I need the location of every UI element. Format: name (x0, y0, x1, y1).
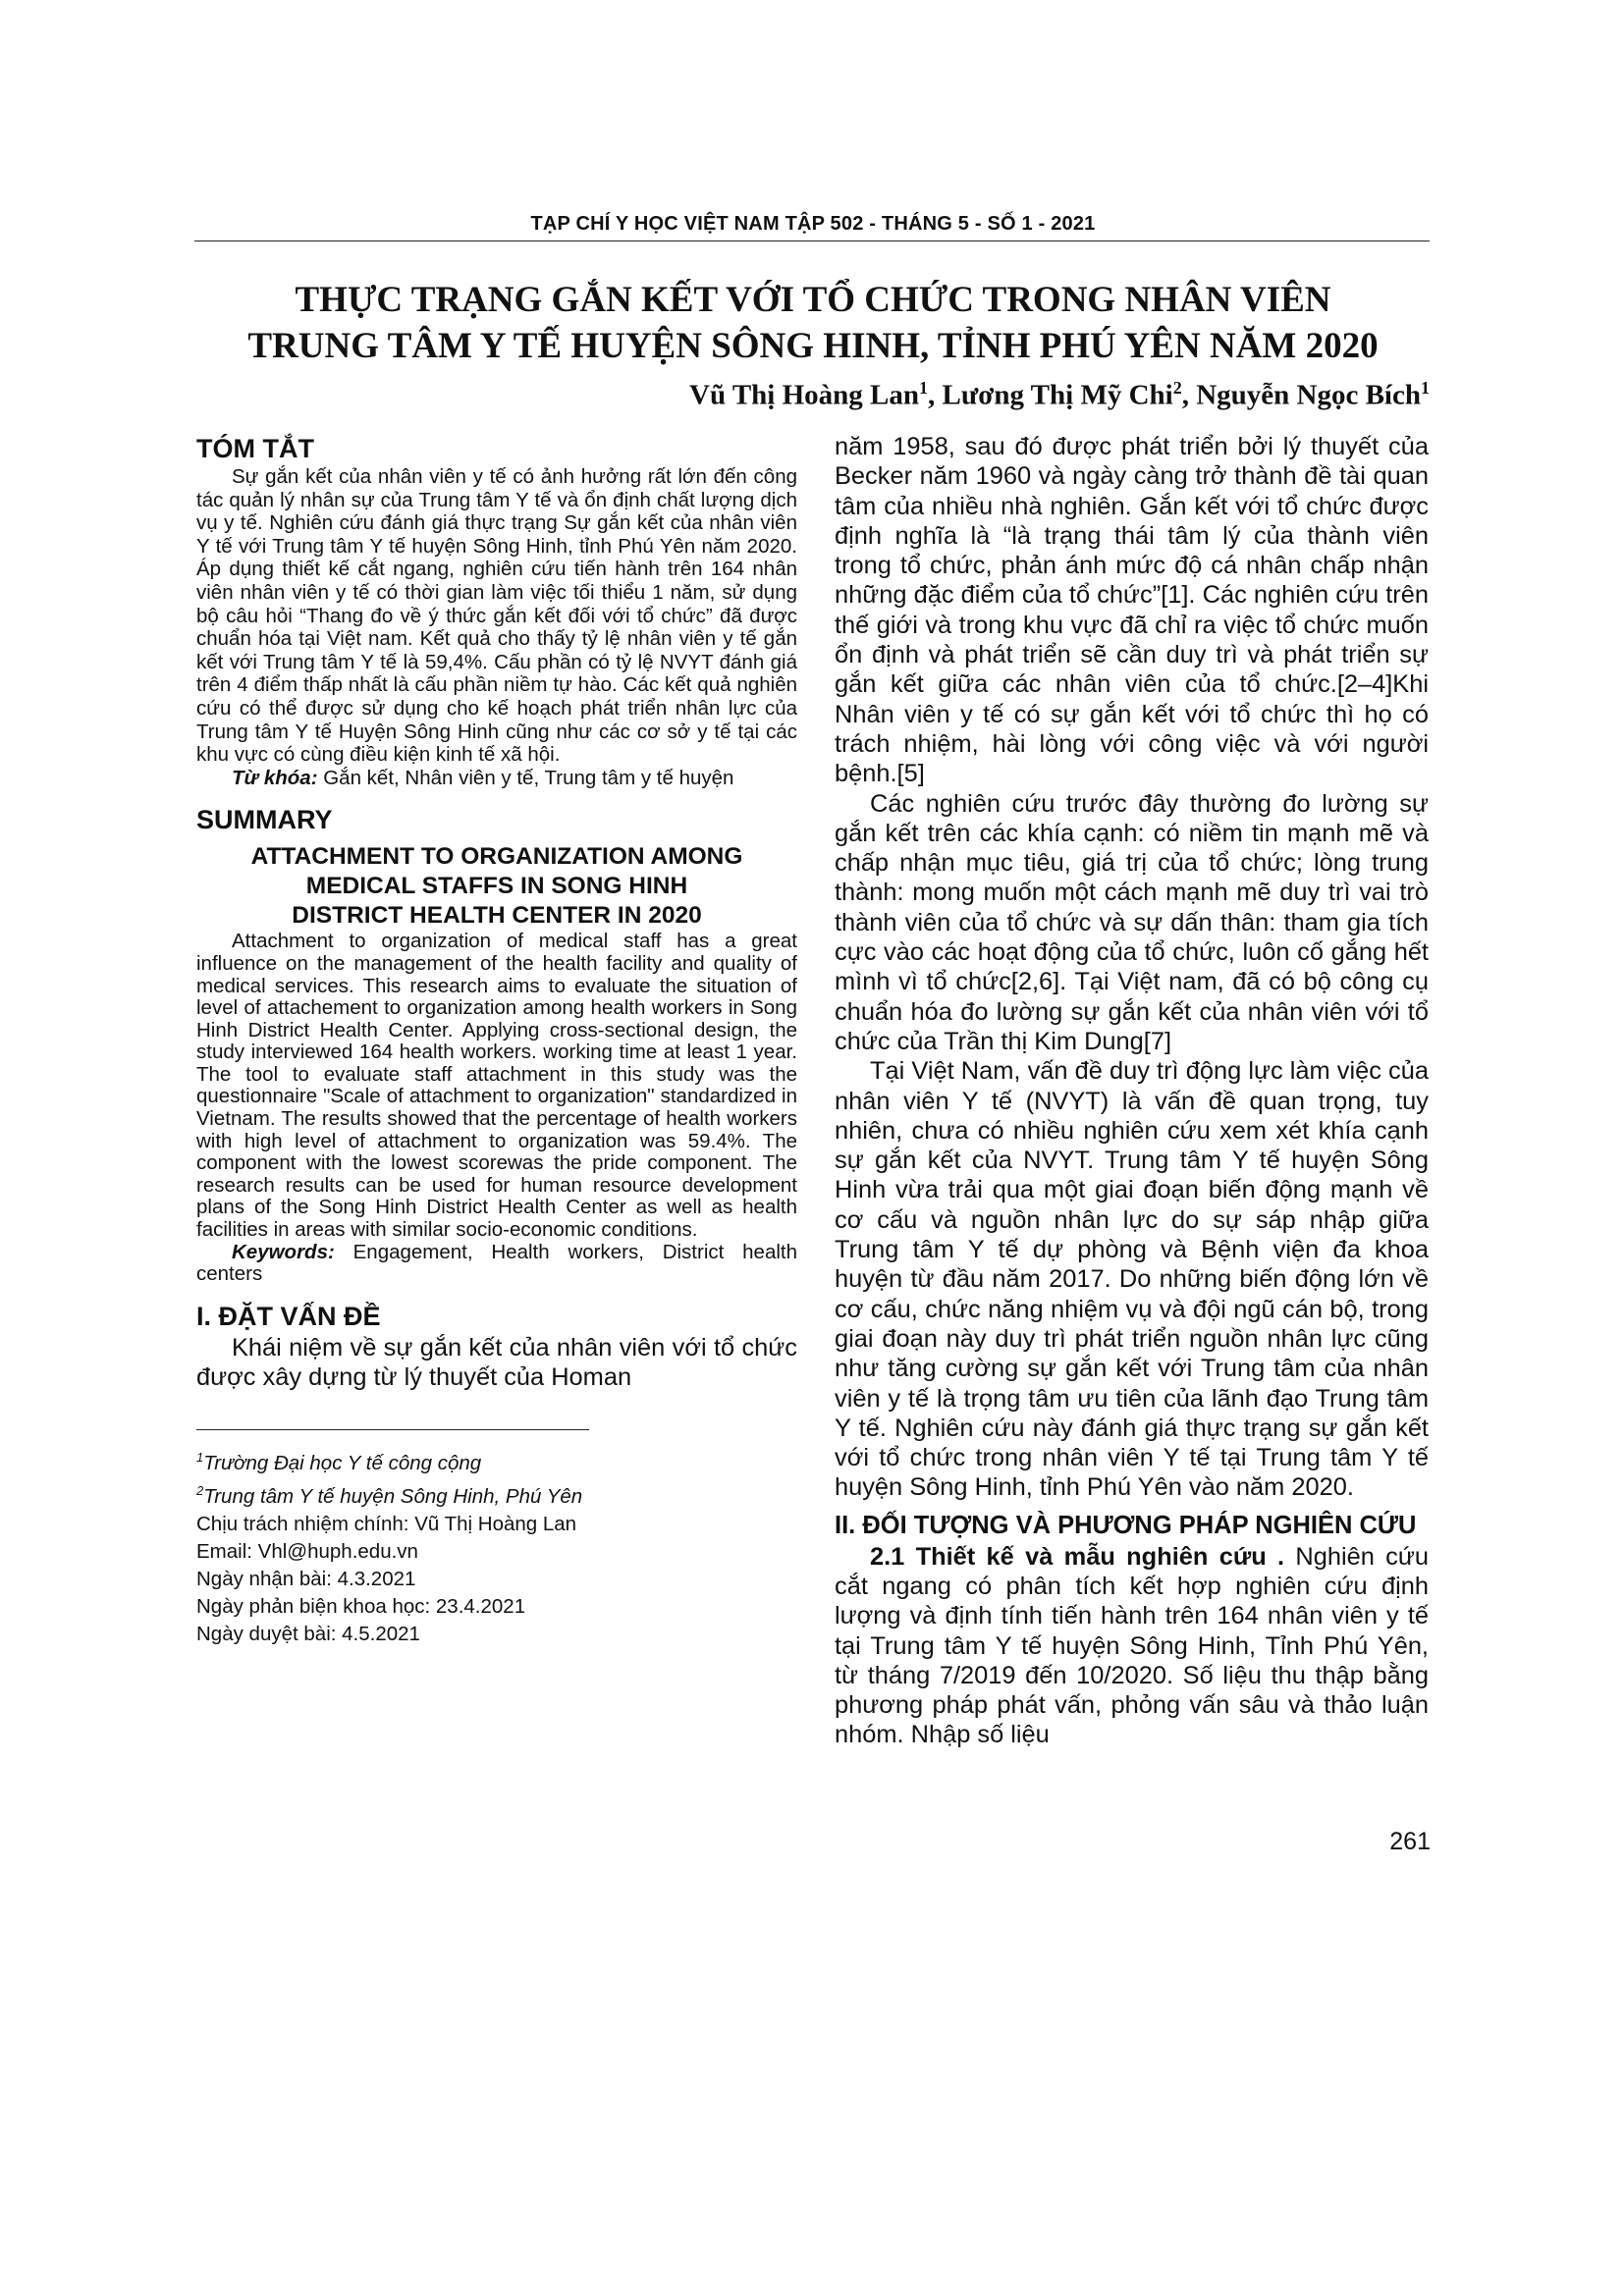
section-2-1-text: Nghiên cứu cắt ngang có phân tích kết hợp nghiên cứu định lượng và định tính tiến hành trên 164 nhân viên y tế tại Trung tâm Y tế huyện Sông Hinh, Tỉnh Phú Yên, từ tháng 7/2019 đến 10/2020. Số liệu thu thập bằng phương pháp phát vấn, phỏng vấn sâu và thảo luận nhóm. Nhập số liệu (835, 1542, 1429, 1749)
author-affiliation: 2 (1172, 378, 1182, 398)
section-2-heading: II. ĐỐI TƯỢNG VÀ PHƯƠNG PHÁP NGHIÊN CỨU (835, 1511, 1417, 1539)
section-1-paragraph-continued: năm 1958, sau đó được phát triển bởi lý thuyết của Becker năm 1960 và ngày càng trở thành đề tài quan tâm của nhiều nhà nghiên. Gắn kết với tổ chức được định nghĩa là “là trạng thái tâm lý của thành viên trong tổ chức, phản ánh mức độ cá nhân chấp nhận những đặc điểm của tổ chức”[1]. Các nghiên cứu trên thế giới và trong khu vực đã chỉ ra việc tổ chức muốn ổn định và phát triển sẽ cần duy trì và phát triển sự gắn kết giữa các nhân viên của tổ chức.[2–4]Khi Nhân viên y tế có sự gắn kết với tổ chức thì họ có trách nhiệm, hài lòng với công việc và với người bệnh.[5] (835, 433, 1429, 788)
abstract-en-text: Attachment to organization of medical staff has a great influence on the management of the health facility and quality of medical services. This research aims to evaluate the situation of level of attachement to organization among health workers in Song Hinh District Health Center. Applying cross-sectional design, the study interviewed 164 health workers. working time at least 1 year. The tool to evaluate staff attachment in this study was the questionnaire "Scale of attachment to organization" standardized in Vietnam. The results showed that the percentage of health workers with high level of attachment to organization was 59.4%. The component with the lowest scorewas the pride component. The research results can be used for human resource development plans of the Song Hinh District Health Center as well as health facilities in areas with similar socio-economic conditions. (196, 930, 797, 1242)
summary-heading: SUMMARY (196, 805, 333, 835)
header-rule (194, 240, 1430, 241)
english-title-line-2: MEDICAL STAFFS IN SONG HINH (305, 873, 688, 900)
title-line-2: TRUNG TÂM Y TẾ HUYỆN SÔNG HINH, TỈNH PHÚ YÊN NĂM 2020 (247, 326, 1379, 366)
footnote-text: Trường Đại học Y tế công cộng (203, 1452, 482, 1475)
english-title-line-3: DISTRICT HEALTH CENTER IN 2020 (292, 902, 702, 930)
section-2-1-paragraph (835, 1542, 1429, 1750)
section-2-1-heading: 2.1 Thiết kế và mẫu nghiên cứu . (870, 1542, 1285, 1571)
abstract-vi-text: Sự gắn kết của nhân viên y tế có ảnh hưởng rất lớn đến công tác quản lý nhân sự của Trung tâm Y tế và ổn định chất lượng dịch vụ y tế. Nghiên cứu đánh giá thực trạng Sự gắn kết của nhân viên Y tế với Trung tâm Y tế huyện Sông Hinh, tỉnh Phú Yên năm 2020. Áp dụng thiết kế cắt ngang, nghiên cứu tiến hành trên 164 nhân viên nhân viên y tế có thời gian làm việc tối thiểu 1 năm, sử dụng bộ câu hỏi “Thang đo về ý thức gắn kết đối với tổ chức” đã được chuẩn hóa tại Việt nam. Kết quả cho thấy tỷ lệ nhân viên y tế gắn kết với Trung tâm Y tế là 59,4%. Cấu phần có tỷ lệ NVYT đánh giá trên 4 điểm thấp nhất là cấu phần niềm tự hào. Các kết quả nghiên cứu có thể được sử dụng cho kế hoạch phát triển nhân lực của Trung tâm Y tế Huyện Sông Hinh cũng như các cơ sở y tế tại các khu vực có cùng điều kiện kinh tế xã hội. (196, 465, 797, 767)
left-column (196, 432, 797, 1648)
author-affiliation: 1 (1421, 378, 1430, 398)
author-list (689, 378, 1430, 412)
section-1-heading: I. ĐẶT VẤN ĐỀ (196, 1301, 381, 1331)
keywords-label: Keywords: (232, 1240, 335, 1263)
article-title (196, 277, 1430, 369)
author-affiliation: 1 (919, 378, 929, 398)
abstract-vi-heading: TÓM TẮT (196, 434, 314, 463)
footnote-reviewed: Ngày phản biện khoa học: 23.4.2021 (196, 1595, 526, 1619)
footnote-received: Ngày nhận bài: 4.3.2021 (196, 1568, 416, 1591)
author-name: Lương Thị Mỹ Chi (942, 379, 1173, 411)
keywords-text: Engagement, Health workers, District health centers (196, 1240, 797, 1286)
footnote-marker: 1 (196, 1450, 204, 1466)
footnote-text: Trung tâm Y tế huyện Sông Hinh, Phú Yên (203, 1485, 583, 1509)
abstract-vi-keywords (196, 767, 797, 790)
keywords-text: Gắn kết, Nhân viên y tế, Trung tâm y tế huyện (323, 766, 734, 789)
english-title-line-1: ATTACHMENT TO ORGANIZATION AMONG (250, 843, 743, 871)
journal-header: TẠP CHÍ Y HỌC VIỆT NAM TẬP 502 - THÁNG 5 - SỐ 1 - 2021 (530, 213, 1096, 235)
author-name: Vũ Thị Hoàng Lan (689, 379, 920, 411)
footnote-rule (196, 1429, 589, 1430)
abstract-en-keywords (196, 1242, 797, 1286)
footnote-responsible: Chịu trách nhiệm chính: Vũ Thị Hoàng Lan (196, 1513, 577, 1536)
english-title (196, 842, 797, 931)
section-1-paragraph-2: Các nghiên cứu trước đây thường đo lường sự gắn kết trên các khía cạnh: có niềm tin mạnh mẽ và chấp nhận mục tiêu, giá trị của tổ chức; lòng trung thành: mong muốn một cách mạnh mẽ duy trì vai trò thành viên của tổ chức và sự dấn thân: tham gia tích cực vào các hoạt động của tổ chức, luôn cố gắng hết mình vì tổ chức[2,6]. Tại Việt nam, đã có bộ công cụ chuẩn hóa đo lường sự gắn kết của nhân viên với tổ chức của Trần thị Kim Dung[7] (835, 789, 1429, 1055)
footnote-affiliation-1 (196, 1444, 797, 1477)
footnote-affiliation-2 (196, 1477, 797, 1511)
section-1-paragraph-3: Tại Việt Nam, vấn đề duy trì động lực làm việc của nhân viên Y tế (NVYT) là vấn đề quan trọng, tuy nhiên, chưa có nhiều nghiên cứu xem xét khía cạnh sự gắn kết của NVYT. Trung tâm Y tế huyện Sông Hinh vừa trải qua một giai đoạn biến động mạnh về cơ cấu và nguồn nhân lực do sự sáp nhập giữa Trung tâm Y tế dự phòng và Bệnh viện đa khoa huyện từ đầu năm 2017. Do những biến động lớn về cơ cấu, chức năng nhiệm vụ và đội ngũ cán bộ, trong giai đoạn này duy trì phát triển nguồn nhân lực cũng như tăng cường sự gắn kết với Trung tâm của nhân viên y tế là trọng tâm ưu tiên của lãnh đạo Trung tâm Y tế. Nghiên cứu này đánh giá thực trạng sự gắn kết với tổ chức trong nhân viên Y tế tại Trung tâm Y tế huyện Sông Hinh, tỉnh Phú Yên vào năm 2020. (835, 1057, 1429, 1502)
keywords-label: Từ khóa: (232, 766, 318, 789)
author-name: Nguyễn Ngọc Bích (1196, 379, 1421, 411)
author-separator: , (928, 379, 943, 411)
footnote-email: Email: Vhl@huph.edu.vn (196, 1540, 418, 1564)
footnote-accepted: Ngày duyệt bài: 4.5.2021 (196, 1623, 420, 1646)
title-line-1: THỰC TRẠNG GẮN KẾT VỚI TỔ CHỨC TRONG NHÂN VIÊN (295, 280, 1331, 320)
section-1-paragraph-start: Khái niệm về sự gắn kết của nhân viên với tổ chức được xây dựng từ lý thuyết của Homan (196, 1333, 797, 1392)
right-column (835, 432, 1429, 1750)
footnote-marker: 2 (196, 1483, 204, 1499)
page-number: 261 (1389, 1828, 1431, 1855)
author-separator: , (1181, 379, 1197, 411)
